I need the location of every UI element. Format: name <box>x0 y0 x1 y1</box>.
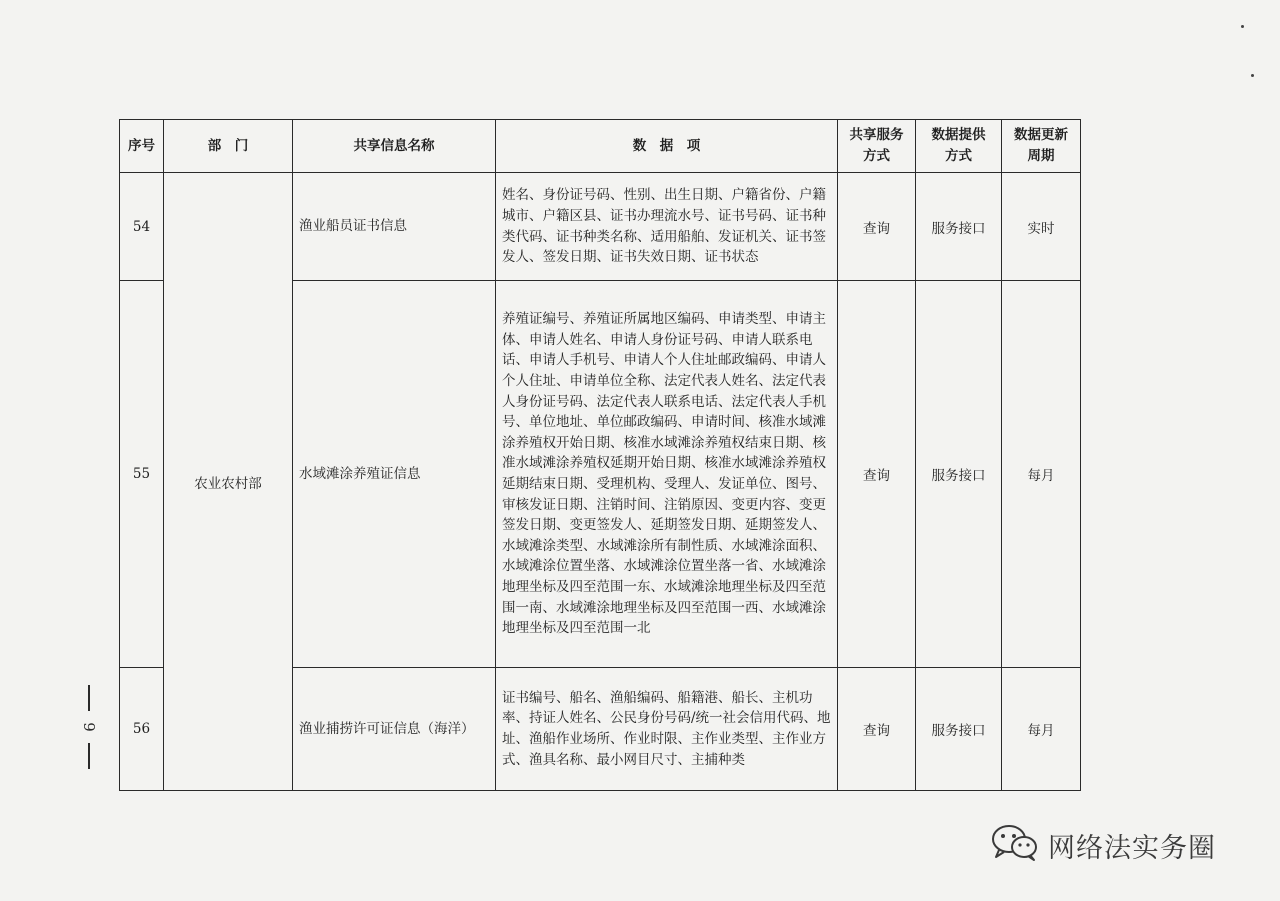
page-number-value: 9 <box>80 722 98 732</box>
header-update-cycle <box>1002 120 1081 173</box>
row-update-cycle: 每月 <box>1002 281 1081 668</box>
row-info-name: 渔业捕捞许可证信息（海洋） <box>293 668 496 791</box>
department-cell: 农业农村部 <box>164 173 293 791</box>
row-info-name: 水域滩涂养殖证信息 <box>293 281 496 668</box>
page-number <box>78 685 100 769</box>
row-data-items: 养殖证编号、养殖证所属地区编码、申请类型、申请主体、申请人姓名、申请人身份证号码、申请人联系电话、申请人手机号、申请人个人住址邮政编码、申请人个人住址、申请单位全称、法定代表人姓名、法定代表人身份证号码、法定代表人联系电话、法定代表人手机号、单位地址、单位邮政编码、申请时间、核准水域滩涂养殖权开始日期、核准水域滩涂养殖权结束日期、核准水域滩涂养殖权延期开始日期、核准水域滩涂养殖权延期结束日期、受理机构、受理人、发证单位、图号、审核发证日期、注销时间、注销原因、变更内容、变更签发日期、变更签发人、延期签发日期、延期签发人、水域滩涂类型、水域滩涂所有制性质、水域滩涂面积、水域滩涂位置坐落、水域滩涂位置坐落一省、水域滩涂地理坐标及四至范围一东、水域滩涂地理坐标及四至范围一南、水域滩涂地理坐标及四至范围一西、水域滩涂地理坐标及四至范围一北 <box>496 281 838 668</box>
page-number-dash-bottom <box>88 743 90 769</box>
header-data-items: 数 据 项 <box>496 120 838 173</box>
header-info-name: 共享信息名称 <box>293 120 496 173</box>
header-provide-line2: 方式 <box>945 148 972 164</box>
header-service-line2: 方式 <box>863 148 890 164</box>
row-update-cycle: 实时 <box>1002 173 1081 281</box>
row-data-items: 证书编号、船名、渔船编码、船籍港、船长、主机功率、持证人姓名、公民身份号码/统一社会信用代码、地址、渔船作业场所、作业时限、主作业类型、主作业方式、渔具名称、最小网目尺寸、主捕种类 <box>496 668 838 791</box>
header-dept: 部 门 <box>164 120 293 173</box>
header-service-mode <box>838 120 916 173</box>
wechat-icon <box>990 823 1040 867</box>
row-seq: 56 <box>120 668 164 791</box>
table-row <box>120 173 1081 281</box>
row-seq: 55 <box>120 281 164 668</box>
row-update-cycle: 每月 <box>1002 668 1081 791</box>
header-provide-line1: 数据提供 <box>931 127 986 143</box>
watermark <box>990 823 1216 867</box>
row-provide-mode: 服务接口 <box>916 668 1002 791</box>
header-update-line2: 周期 <box>1027 148 1055 164</box>
watermark-text: 网络法实务圈 <box>1048 832 1216 864</box>
row-service-mode: 查询 <box>838 281 916 668</box>
row-provide-mode: 服务接口 <box>916 173 1002 281</box>
data-sharing-table <box>119 119 1081 791</box>
header-service-line1: 共享服务 <box>849 127 904 143</box>
scan-speck <box>1251 74 1254 77</box>
page-number-dash-top <box>88 685 90 711</box>
row-seq: 54 <box>120 173 164 281</box>
scan-speck <box>1241 25 1244 28</box>
row-info-name: 渔业船员证书信息 <box>293 173 496 281</box>
header-row <box>120 120 1081 173</box>
row-data-items: 姓名、身份证号码、性别、出生日期、户籍省份、户籍城市、户籍区县、证书办理流水号、证书号码、证书种类代码、证书种类名称、适用船舶、发证机关、证书签发人、签发日期、证书失效日期、证书状态 <box>496 173 838 281</box>
header-provide-mode <box>916 120 1002 173</box>
header-seq: 序号 <box>120 120 164 173</box>
row-service-mode: 查询 <box>838 668 916 791</box>
row-service-mode: 查询 <box>838 173 916 281</box>
header-update-line1: 数据更新 <box>1014 127 1068 143</box>
row-provide-mode: 服务接口 <box>916 281 1002 668</box>
